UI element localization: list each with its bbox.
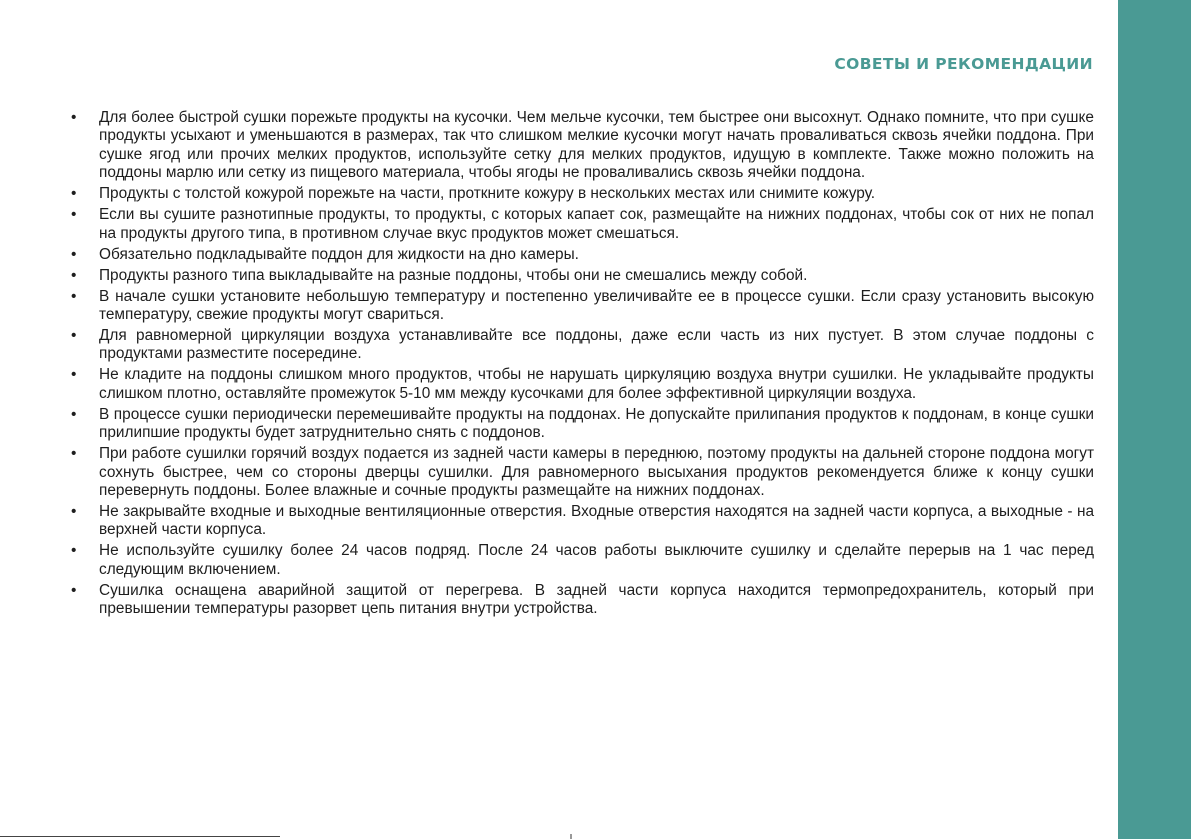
list-item: • В процессе сушки периодически перемешивайте продукты на поддонах. Не допускайте прилипания продуктов к поддонам, в конце сушки прилипшие продукты будет затруднительно снять с поддонов. bbox=[71, 406, 1094, 443]
list-item: • Продукты с толстой кожурой порежьте на части, проткните кожуру в нескольких местах или снимите кожуру. bbox=[71, 185, 1094, 203]
side-accent-band bbox=[1118, 0, 1191, 839]
list-item: • Для равномерной циркуляции воздуха устанавливайте все поддоны, даже если часть из них пустует. В этом случае поддоны с продуктами разместите посередине. bbox=[71, 327, 1094, 364]
list-item: • Для более быстрой сушки порежьте продукты на кусочки. Чем мельче кусочки, тем быстрее они высохнут. Однако помните, что при сушке продукты усыхают и уменьшаются в размерах, так что слишком мелкие кусочки могут начать проваливаться сквозь ячейки поддона. При сушке ягод или прочих мелких продуктов, используйте сетку для мелких продуктов, идущую в комплекте. Также можно положить на поддоны марлю или сетку из пищевого материала, чтобы ягоды не проваливались сквозь ячейки поддона. bbox=[71, 109, 1094, 183]
list-item: • При работе сушилки горячий воздух подается из задней части камеры в переднюю, поэтому продукты на дальней стороне поддона могут сохнуть быстрее, чем со стороны дверцы сушилки. Для равномерного высыхания продуктов рекомендуется ближе к концу сушки перевернуть поддоны. Более влажные и сочные продукты размещайте на нижних поддонах. bbox=[71, 445, 1094, 500]
list-item: • Не используйте сушилку более 24 часов подряд. После 24 часов работы выключите сушилку и сделайте перерыв на 1 час перед следующим включением. bbox=[71, 542, 1094, 579]
page-title: СОВЕТЫ И РЕКОМЕНДАЦИИ bbox=[834, 55, 1093, 73]
list-item: • Если вы сушите разнотипные продукты, то продукты, с которых капает сок, размещайте на нижних поддонах, чтобы сок от них не попал на продукты другого типа, в противном случае вкус продуктов может смешаться. bbox=[71, 206, 1094, 243]
list-item: • Обязательно подкладывайте поддон для жидкости на дно камеры. bbox=[71, 246, 1094, 264]
footer-divider bbox=[0, 836, 280, 837]
list-item: • Не кладите на поддоны слишком много продуктов, чтобы не нарушать циркуляцию воздуха внутри сушилки. Не укладывайте продукты слишком плотно, оставляйте промежуток 5-10 мм между кусочками для более эффективной циркуляции воздуха. bbox=[71, 366, 1094, 403]
list-item: • Не закрывайте входные и выходные вентиляционные отверстия. Входные отверстия находятся на задней части корпуса, а выходные - на верхней части корпуса. bbox=[71, 503, 1094, 540]
tips-list bbox=[71, 109, 1094, 621]
list-item: • Сушилка оснащена аварийной защитой от перегрева. В задней части корпуса находится термопредохранитель, который при превышении температуры разорвет цепь питания внутри устройства. bbox=[71, 582, 1094, 619]
list-item: • Продукты разного типа выкладывайте на разные поддоны, чтобы они не смешались между собой. bbox=[71, 267, 1094, 285]
footer-mark bbox=[570, 834, 572, 839]
list-item: • В начале сушки установите небольшую температуру и постепенно увеличивайте ее в процессе сушки. Если сразу установить высокую температуру, свежие продукты могут свариться. bbox=[71, 288, 1094, 325]
